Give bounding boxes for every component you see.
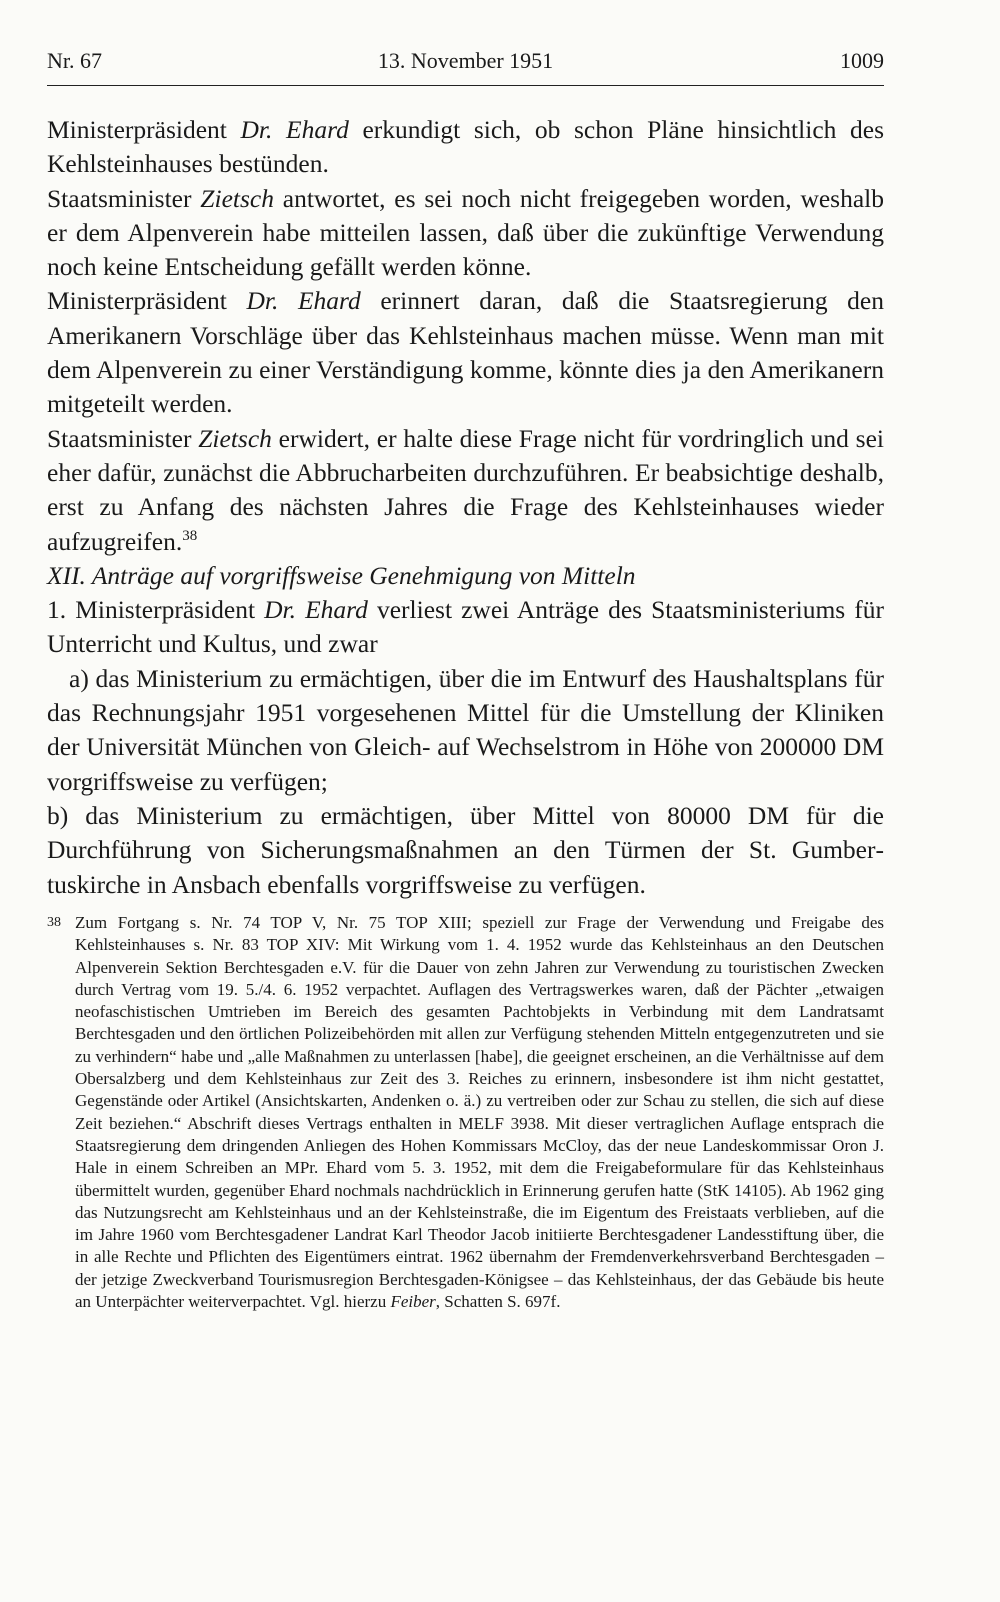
paragraph xyxy=(47,593,884,662)
list-item-a: a) das Ministerium zu ermächtigen, über die im Entwurf des Haushaltsplans für das Rechnungsjahr 1951 vorgesehenen Mittel für die Umstellung der Kliniken der Universität München von Gleich- auf Wechselstrom in Höhe von 200000 DM vorgriffsweise zu verfügen; xyxy=(47,663,884,796)
text-run: Ministerpräsident xyxy=(47,286,247,316)
paragraph xyxy=(47,113,884,182)
person-name: Dr. Ehard xyxy=(246,286,361,316)
list-item-b: b) das Ministerium zu ermächtigen, über Mittel von 80000 DM für die Durchführung von Sicherungsmaßnahmen an den Türmen der St. Gumbertuskirche in Ansbach ebenfalls vorgriffsweise zu verfügen. xyxy=(47,800,884,899)
text-run: Ministerpräsident xyxy=(47,115,241,144)
page-number: 1009 xyxy=(840,48,884,73)
author-name: Feiber xyxy=(390,1292,436,1312)
text-run: erinnert daran, daß die Staatsregierung den Amerikanern Vorschläge über das Kehlsteinhaus machen müsse. Wenn man mit dem Alpenverein zu einer Verständigung komme, könnte dies ja den Amerikanern mitgeteilt werden. xyxy=(47,286,884,419)
footnote-text xyxy=(75,912,884,1313)
running-header xyxy=(47,48,884,84)
person-name: Dr. Ehard xyxy=(264,595,368,625)
main-text xyxy=(47,113,884,902)
header-rule xyxy=(47,85,884,86)
person-name: Zietsch xyxy=(198,423,272,453)
paragraph xyxy=(47,284,884,421)
text-run: erwidert, er halte diese Frage nicht für vordringlich und sei eher dafür, zunächst die Abbrucharbeiten durchzuführen. Er beabsichtige deshalb, erst zu Anfang des nächsten Jahres die Frage des Kehlsteinhauses wieder aufzugreifen. xyxy=(47,423,884,556)
text-run: erkundigt sich, ob schon Pläne hinsichtlich des Kehlsteinhauses bestünden. xyxy=(47,115,884,179)
footnote xyxy=(47,912,884,1313)
footnote-number: 38 xyxy=(47,915,61,930)
section-heading: XII. Anträge auf vorgriffsweise Genehmigung von Mitteln xyxy=(47,560,636,590)
person-name: Dr. Ehard xyxy=(240,115,349,144)
text-run: Zum Fortgang s. Nr. 74 TOP V, Nr. 75 TOP XIII; speziell zur Frage der Verwendung und Freigabe des Kehlsteinhauses s. Nr. 83 TOP XIV: Mit Wirkung vom 1. 4. 1952 wurde das Kehlsteinhaus an den Deutschen Alpenverein Sektion Berchtesgaden e.V. für die Dauer von zehn Jahren zur Verwendung zu touristischen Zwecken durch Vertrag vom 19. 5./4. 6. 1952 verpachtet. Auflagen des Vertragswerkes waren, daß der Pächter „etwaigen neofaschistischen Umtrieben im Bereich des gesamten Pachtobjekts in Verbindung mit dem Landratsamt Berchtesgaden und den örtlichen Polizeibehörden mit allen zur Verfügung stehenden Mitteln entgegenzutreten und sie zu verhindern“ habe und „alle Maßnahmen zu unterlassen [habe], die geeignet erscheinen, an die Verhältnisse auf dem Obersalzberg und dem Kehlsteinhaus zur Zeit des 3. Reiches zu erinnern, insbesondere ist ihm nicht gestattet, Gegenstände oder Artikel (Ansichtskarten, Andenken o. ä.) zu vertreiben oder zur Schau zu stellen, die sich auf diese Zeit beziehen.“ Abschrift dieses Vertrags enthalten in MELF 3938. Mit dieser vertraglichen Auflage entsprach die Staatsregierung dem dringenden Anliegen des Hohen Kommissars McCloy, das der neue Landeskommissar Oron J. Hale in einem Schreiben an MPr. Ehard vom 5. 3. 1952, mit dem die Freigabeformulare für das Kehlsteinhaus übermittelt wurden, gegenüber Ehard nochmals nachdrücklich in Erinnerung gerufen hatte (StK 14105). Ab 1962 ging das Nutzungsrecht am Kehlsteinhaus und an der Kehlsteinstraße, die im Eigentum des Freistaats verblieben, auf die im Jahre 1960 vom Berchtesgadener Landrat Karl Theodor Jacob initiierte Berchtesgadener Landesstiftung über, die in alle Rechte und Pflichten des Eigentümers eintrat. 1962 übernahm der Fremdenverkehrsverband Berchtesgaden – der jetzige Zweckverband Tourismusregion Berchtesgaden-Königsee – das Kehlsteinhaus, der das Gebäude bis heute an Unterpächter weiterverpachtet. Vgl. hierzu xyxy=(75,913,884,1312)
text-run: Staatsminister xyxy=(47,183,201,213)
text-run: verliest zwei Anträge des Staatsministeriums für Unterricht und Kultus, und zwar xyxy=(47,595,884,659)
paragraph xyxy=(47,422,884,559)
document-number: Nr. 67 xyxy=(47,48,102,73)
text-run: , Schatten S. 697f. xyxy=(435,1292,561,1312)
text-run: antwortet, es sei noch nicht freigegeben worden, weshalb er dem Alpenverein habe mitteilen lassen, daß über die zukünftige Verwendung noch keine Entscheidung gefällt werden könne. xyxy=(47,183,885,282)
text-run: Staatsminister xyxy=(47,423,199,453)
person-name: Zietsch xyxy=(200,183,274,213)
paragraph xyxy=(47,182,884,285)
header-date: 13. November 1951 xyxy=(377,48,554,73)
footnote-reference[interactable]: 38 xyxy=(182,527,198,544)
text-run: 1. Ministerpräsident xyxy=(47,595,265,625)
